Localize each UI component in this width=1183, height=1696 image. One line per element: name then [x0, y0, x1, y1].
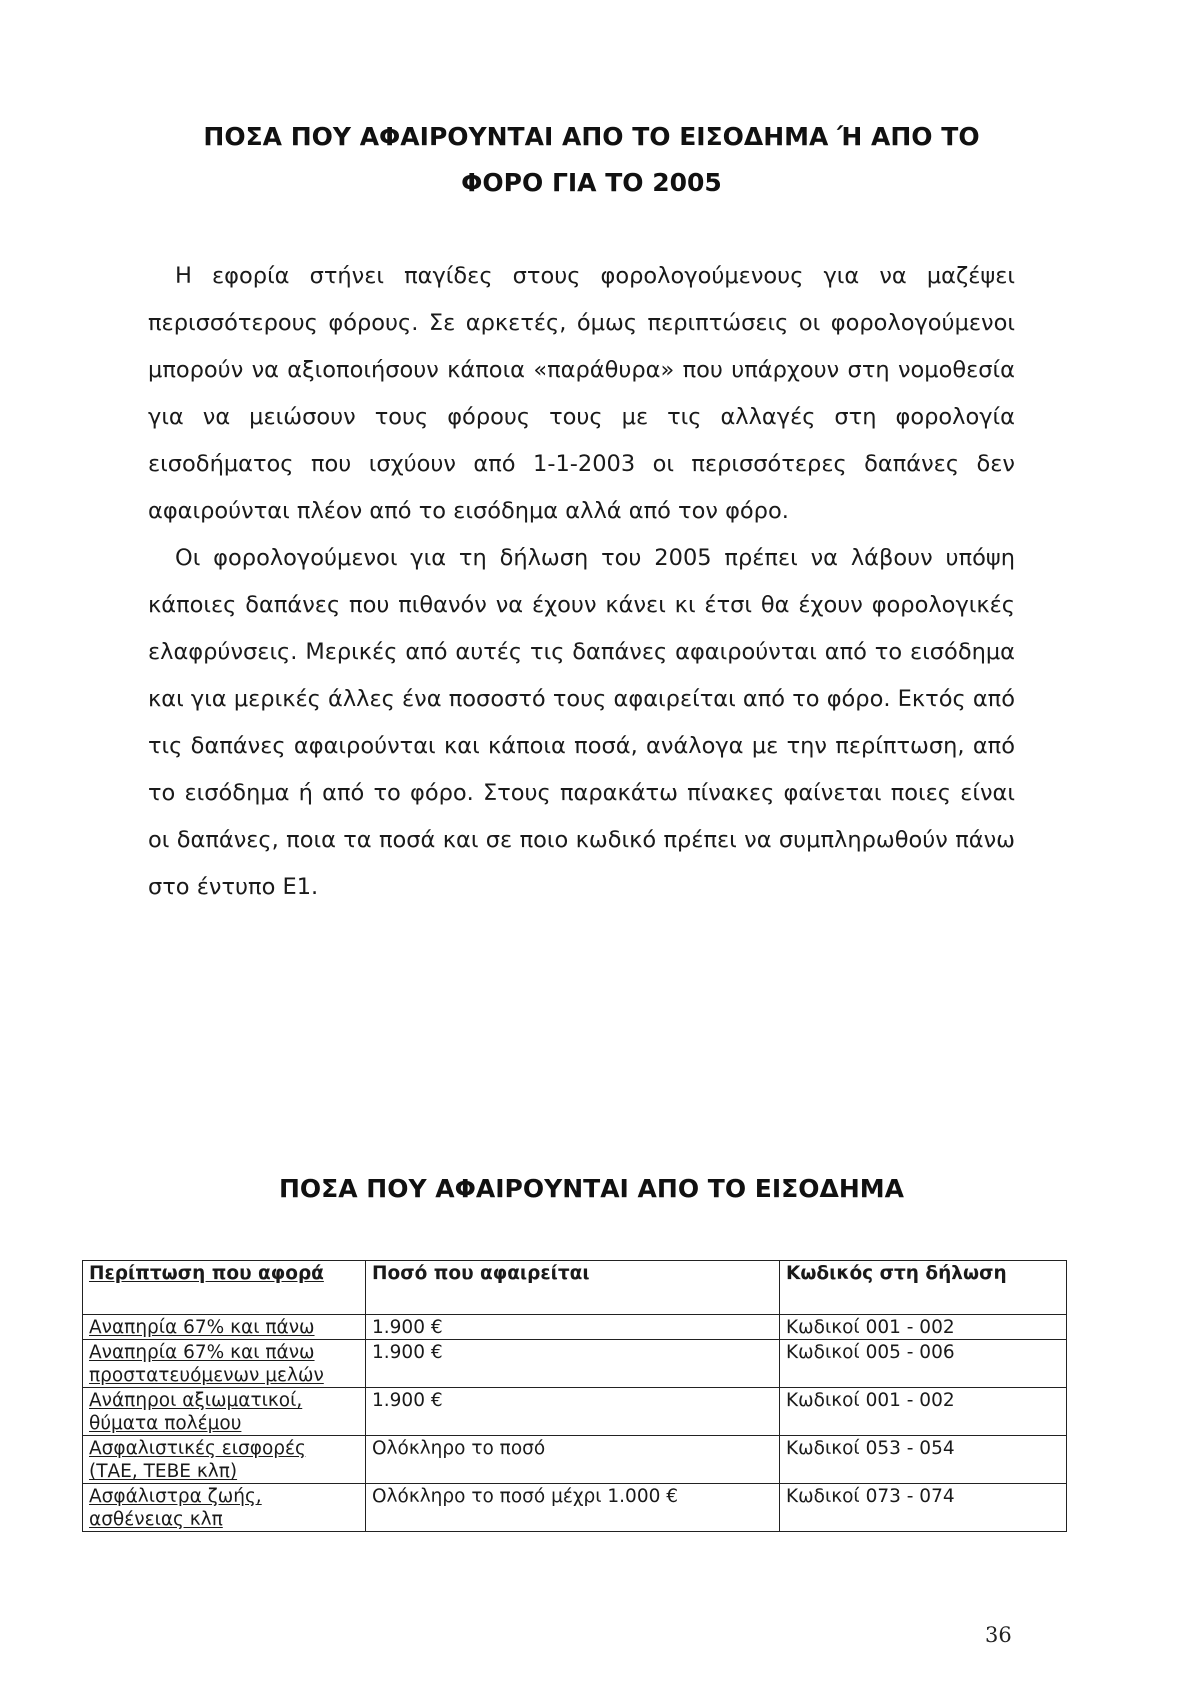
cell-case: Αναπηρία 67% και πάνω	[83, 1315, 366, 1340]
table-row	[83, 1484, 1067, 1532]
cell-amount: 1.900 €	[366, 1340, 780, 1388]
table-header-row	[83, 1261, 1067, 1315]
cell-amount: 1.900 €	[366, 1315, 780, 1340]
header-code: Κωδικός στη δήλωση	[780, 1261, 1067, 1315]
cell-case: Αναπηρία 67% και πάνω προστατευόμενων μελών	[83, 1340, 366, 1388]
paragraph-intro: Η εφορία στήνει παγίδες στους φορολογούμενους για να μαζέψει περισσότερους φόρους. Σε αρκετές, όμως περιπτώσεις οι φορολογούμενοι μπορούν να αξιοποιήσουν κάποια «παράθυρα» που υπάρχουν στη νομοθεσία για να μειώσουν τους φόρους τους με τις αλλαγές στη φορολογία εισοδήματος που ισχύουν από 1-1-2003 οι περισσότερες δαπάνες δεν αφαιρούνται πλέον από το εισόδημα αλλά από τον φόρο.	[148, 263, 1015, 524]
paragraph-details: Οι φορολογούμενοι για τη δήλωση του 2005 πρέπει να λάβουν υπόψη κάποιες δαπάνες που πιθανόν να έχουν κάνει κι έτσι θα έχουν φορολογικές ελαφρύνσεις. Μερικές από αυτές τις δαπάνες αφαιρούνται από το εισόδημα και για μερικές άλλες ένα ποσοστό τους αφαιρείται από το φόρο. Εκτός από τις δαπάνες αφαιρούνται και κάποια ποσά, ανάλογα με την περίπτωση, από το εισόδημα ή από το φόρο. Στους παρακάτω πίνακες φαίνεται ποιες είναι οι δαπάνες, ποια τα ποσά και σε ποιο κωδικό πρέπει να συμπληρωθούν πάνω στο έντυπο Ε1.	[148, 545, 1015, 900]
cell-code: Κωδικοί 073 - 074	[780, 1484, 1067, 1532]
page-title-line-2: ΦΟΡΟ ΓΙΑ ΤΟ 2005	[461, 168, 722, 197]
cell-amount: Ολόκληρο το ποσό	[366, 1436, 780, 1484]
table-row	[83, 1388, 1067, 1436]
header-case: Περίπτωση που αφορά	[83, 1261, 366, 1315]
body-text	[148, 253, 1015, 911]
cell-code: Κωδικοί 005 - 006	[780, 1340, 1067, 1388]
table-row	[83, 1340, 1067, 1388]
page-title-line-1: ΠΟΣΑ ΠΟΥ ΑΦΑΙΡΟΥΝΤΑΙ ΑΠΟ ΤΟ ΕΙΣΟΔΗΜΑ Ή ΑΠΟ ΤΟ	[203, 122, 980, 151]
cell-code: Κωδικοί 001 - 002	[780, 1315, 1067, 1340]
cell-case: Ασφαλιστικές εισφορές (ΤΑΕ, ΤΕΒΕ κλπ)	[83, 1436, 366, 1484]
table-row	[83, 1315, 1067, 1340]
table-row	[83, 1436, 1067, 1484]
cell-code: Κωδικοί 053 - 054	[780, 1436, 1067, 1484]
cell-case: Ανάπηροι αξιωματικοί, θύματα πολέμου	[83, 1388, 366, 1436]
cell-amount: Ολόκληρο το ποσό μέχρι 1.000 €	[366, 1484, 780, 1532]
page-number: 36	[985, 1623, 1012, 1647]
cell-code: Κωδικοί 001 - 002	[780, 1388, 1067, 1436]
cell-amount: 1.900 €	[366, 1388, 780, 1436]
section-title: ΠΟΣΑ ΠΟΥ ΑΦΑΙΡΟΥΝΤΑΙ ΑΠΟ ΤΟ ΕΙΣΟΔΗΜΑ	[279, 1174, 904, 1203]
deductions-table	[82, 1260, 1067, 1532]
header-amount: Ποσό που αφαιρείται	[366, 1261, 780, 1315]
cell-case: Ασφάλιστρα ζωής, ασθένειας κλπ	[83, 1484, 366, 1532]
